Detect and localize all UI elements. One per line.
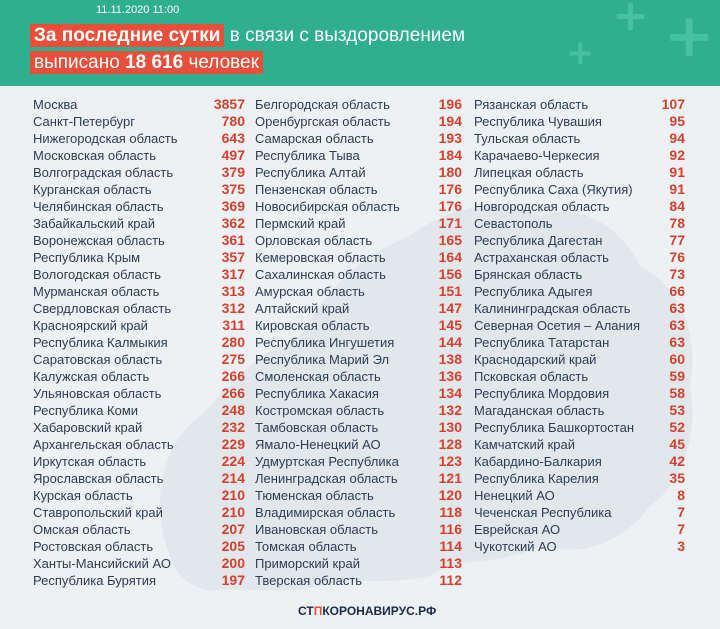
region-value: 312 [221,300,245,316]
region-name: Воронежская область [33,233,165,248]
region-row [474,538,685,555]
region-name: Республика Дагестан [474,233,603,248]
region-name: Краснодарский край [474,352,597,367]
region-value: 317 [221,266,245,282]
region-value: 35 [669,470,685,486]
region-row [255,504,462,521]
region-row [255,113,462,130]
region-value: 63 [669,300,685,316]
region-row [33,419,245,436]
region-value: 7 [677,504,685,520]
region-value: 214 [221,470,245,486]
headline-highlight: За последние сутки [30,24,224,47]
region-name: Саратовская область [33,352,163,367]
region-name: Пензенская область [255,182,378,197]
region-value: 311 [222,317,245,333]
region-name: Курская область [33,488,133,503]
region-name: Ненецкий АО [474,488,555,503]
region-row [255,521,462,538]
discharged-badge [30,51,263,74]
region-row [255,130,462,147]
region-name: Республика Коми [33,403,139,418]
region-name: Псковская область [474,369,589,384]
region-value: 361 [221,232,245,248]
region-name: Республика Тыва [255,148,360,163]
region-row [33,538,245,555]
region-row [255,351,462,368]
region-name: Пермский край [255,216,346,231]
region-name: Волгоградская область [33,165,174,180]
region-name: Кемеровская область [255,250,386,265]
region-row [33,572,245,589]
region-name: Рязанская область [474,97,589,112]
region-row [474,266,685,283]
region-value: 275 [221,351,245,367]
region-row [474,470,685,487]
region-row [33,487,245,504]
region-row [255,487,462,504]
region-row [474,96,685,113]
region-row [33,368,245,385]
region-name: Белгородская область [255,97,390,112]
region-name: Кировская область [255,318,370,333]
region-value: 156 [438,266,462,282]
region-name: Республика Марий Эл [255,352,390,367]
region-name: Сахалинская область [255,267,386,282]
region-row [474,368,685,385]
region-name: Смоленская область [255,369,381,384]
region-value: 196 [438,96,462,112]
region-value: 145 [438,317,462,333]
region-name: Тверская область [255,573,363,588]
region-value: 107 [661,96,685,112]
region-value: 92 [669,147,685,163]
region-row [255,300,462,317]
region-value: 42 [669,453,685,469]
region-value: 207 [221,521,245,537]
region-value: 197 [221,572,245,588]
region-row [255,232,462,249]
region-value: 232 [221,419,245,435]
region-row [255,147,462,164]
region-row [255,266,462,283]
region-row [255,215,462,232]
region-row [474,317,685,334]
region-name: Мурманская область [33,284,160,299]
region-value: 116 [439,521,462,537]
region-value: 114 [439,538,462,554]
region-row [474,181,685,198]
region-row [255,198,462,215]
region-value: 176 [438,181,462,197]
region-row [33,521,245,538]
region-row [255,334,462,351]
region-value: 176 [438,198,462,214]
region-row [474,351,685,368]
region-name: Ивановская область [255,522,378,537]
region-name: Ямало-Ненецкий АО [255,437,381,452]
region-row [474,164,685,181]
region-value: 136 [438,368,462,384]
region-value: 3857 [213,96,245,112]
headline-line-1 [30,25,465,47]
plus-decoration-icon: + [664,1,715,71]
region-row [255,181,462,198]
region-value: 66 [669,283,685,299]
region-value: 313 [221,283,245,299]
region-row [33,334,245,351]
region-row [33,283,245,300]
regions-column-1 [33,96,245,589]
plus-decoration-icon: + [612,0,649,41]
region-value: 118 [439,504,462,520]
region-name: Удмуртская Республика [255,454,399,469]
region-value: 194 [438,113,462,129]
region-value: 95 [669,113,685,129]
region-name: Республика Карелия [474,471,599,486]
region-value: 113 [439,555,462,571]
region-name: Самарская область [255,131,374,146]
region-value: 144 [438,334,462,350]
region-value: 643 [221,130,245,146]
region-row [255,317,462,334]
region-name: Калужская область [33,369,150,384]
region-name: Оренбургская область [255,114,391,129]
header-banner [0,0,720,86]
region-row [33,470,245,487]
region-name: Тамбовская область [255,420,379,435]
region-name: Тюменская область [255,488,374,503]
region-row [474,300,685,317]
region-value: 58 [669,385,685,401]
region-row [33,232,245,249]
region-name: Республика Башкортостан [474,420,634,435]
region-row [33,317,245,334]
region-name: Ростовская область [33,539,154,554]
region-row [255,164,462,181]
region-value: 184 [438,147,462,163]
region-row [33,385,245,402]
region-row [474,453,685,470]
region-row [33,351,245,368]
region-row [33,504,245,521]
region-row [255,555,462,572]
footer-brand-logo [298,604,436,618]
region-value: 164 [438,249,462,265]
region-name: Республика Ингушетия [255,335,395,350]
region-name: Севастополь [474,216,553,231]
region-row [33,198,245,215]
region-row [474,113,685,130]
region-name: Ханты-Мансийский АО [33,556,171,571]
region-value: 91 [669,164,685,180]
region-row [33,96,245,113]
region-value: 132 [438,402,462,418]
region-value: 280 [221,334,245,350]
region-value: 171 [438,215,462,231]
region-value: 59 [669,368,685,384]
region-value: 73 [669,266,685,282]
region-name: Орловская область [255,233,373,248]
region-row [33,266,245,283]
region-name: Забайкальский край [33,216,156,231]
region-row [33,113,245,130]
region-value: 91 [669,181,685,197]
region-value: 130 [438,419,462,435]
region-row [255,385,462,402]
region-value: 94 [669,130,685,146]
region-row [33,436,245,453]
brand-text-post: КОРОНАВИРУС.РФ [322,604,437,618]
region-name: Карачаево-Черкесия [474,148,600,163]
region-row [474,419,685,436]
region-value: 266 [221,385,245,401]
region-name: Республика Бурятия [33,573,157,588]
region-value: 210 [221,504,245,520]
region-value: 357 [221,249,245,265]
region-name: Архангельская область [33,437,174,452]
region-value: 193 [438,130,462,146]
region-value: 63 [669,317,685,333]
region-value: 63 [669,334,685,350]
region-row [255,402,462,419]
regions-panel [0,86,720,629]
region-name: Республика Адыгея [474,284,593,299]
region-row [474,249,685,266]
region-row [474,385,685,402]
region-value: 8 [677,487,685,503]
region-value: 45 [669,436,685,452]
region-row [33,215,245,232]
region-row [33,181,245,198]
region-name: Алтайский край [255,301,350,316]
region-name: Иркутская область [33,454,147,469]
region-value: 229 [221,436,245,452]
region-value: 7 [677,521,685,537]
region-name: Московская область [33,148,157,163]
region-value: 379 [221,164,245,180]
region-value: 123 [438,453,462,469]
region-name: Республика Татарстан [474,335,610,350]
region-name: Ярославская область [33,471,164,486]
regions-column-2 [255,96,462,589]
region-value: 84 [669,198,685,214]
region-name: Ульяновская область [33,386,162,401]
region-name: Республика Хакасия [255,386,379,401]
date-timestamp: 11.11.2020 11:00 [96,4,180,16]
region-name: Республика Мордовия [474,386,610,401]
region-row [33,402,245,419]
region-row [474,487,685,504]
region-name: Амурская область [255,284,365,299]
region-row [474,147,685,164]
region-row [33,300,245,317]
region-value: 128 [438,436,462,452]
brand-text-mid: П [313,604,323,618]
region-value: 266 [221,368,245,384]
discharged-label: выписано [34,52,120,73]
region-value: 112 [439,572,462,588]
region-value: 224 [221,453,245,469]
region-value: 780 [221,113,245,129]
region-row [474,504,685,521]
region-value: 76 [669,249,685,265]
region-value: 147 [438,300,462,316]
region-row [33,453,245,470]
region-row [255,572,462,589]
region-name: Республика Чувашия [474,114,602,129]
region-value: 134 [438,385,462,401]
region-row [474,334,685,351]
region-name: Омская область [33,522,131,537]
region-row [255,283,462,300]
region-value: 200 [221,555,245,571]
region-name: Кабардино-Балкария [474,454,602,469]
region-row [255,96,462,113]
region-value: 120 [438,487,462,503]
region-row [255,470,462,487]
region-name: Свердловская область [33,301,172,316]
region-value: 497 [221,147,245,163]
region-name: Липецкая область [474,165,584,180]
region-name: Ленинградская область [255,471,398,486]
region-value: 60 [669,351,685,367]
regions-column-3 [474,96,685,555]
region-value: 121 [438,470,462,486]
region-name: Чукотский АО [474,539,557,554]
region-row [474,232,685,249]
region-name: Северная Осетия – Алания [474,318,640,333]
region-row [33,147,245,164]
brand-text-pre: СТ [298,604,314,618]
region-row [33,130,245,147]
region-row [255,538,462,555]
region-name: Республика Саха (Якутия) [474,182,633,197]
region-row [474,283,685,300]
region-name: Республика Калмыкия [33,335,168,350]
region-row [474,215,685,232]
region-value: 151 [438,283,462,299]
region-value: 375 [221,181,245,197]
region-name: Москва [33,97,78,112]
discharged-total: 18 616 [125,52,184,73]
region-row [474,402,685,419]
region-name: Нижегородская область [33,131,178,146]
region-value: 210 [221,487,245,503]
plus-decoration-icon: + [566,33,595,73]
region-name: Хабаровский край [33,420,143,435]
region-name: Костромская область [255,403,385,418]
region-name: Еврейская АО [474,522,561,537]
region-name: Астраханская область [474,250,609,265]
region-row [33,164,245,181]
region-value: 3 [677,538,685,554]
region-name: Владимирская область [255,505,396,520]
region-value: 180 [438,164,462,180]
region-name: Магаданская область [474,403,605,418]
headline-rest: в связи с выздоровлением [229,25,466,46]
region-row [255,436,462,453]
region-row [474,198,685,215]
region-name: Курганская область [33,182,152,197]
region-name: Брянская область [474,267,583,282]
region-name: Приморский край [255,556,360,571]
region-value: 77 [669,232,685,248]
region-row [474,436,685,453]
region-value: 52 [669,419,685,435]
region-value: 78 [669,215,685,231]
region-name: Тульская область [474,131,581,146]
region-name: Санкт-Петербург [33,114,135,129]
region-name: Республика Крым [33,250,141,265]
region-name: Республика Алтай [255,165,366,180]
region-value: 205 [221,538,245,554]
region-name: Новосибирская область [255,199,400,214]
region-row [255,368,462,385]
region-row [255,419,462,436]
headline-line-2 [30,52,263,74]
region-value: 248 [221,402,245,418]
region-value: 369 [221,198,245,214]
region-row [255,249,462,266]
region-name: Томская область [255,539,357,554]
region-value: 165 [438,232,462,248]
region-row [33,555,245,572]
region-row [255,453,462,470]
region-name: Новгородская область [474,199,610,214]
region-row [474,130,685,147]
region-name: Калининградская область [474,301,631,316]
region-name: Челябинская область [33,199,164,214]
region-value: 53 [669,402,685,418]
region-row [33,249,245,266]
region-name: Красноярский край [33,318,148,333]
region-row [474,521,685,538]
region-name: Камчатский край [474,437,575,452]
discharged-unit: человек [188,52,259,73]
region-value: 138 [438,351,462,367]
region-name: Чеченская Республика [474,505,612,520]
region-name: Ставропольский край [33,505,163,520]
region-value: 362 [221,215,245,231]
region-name: Вологодская область [33,267,162,282]
